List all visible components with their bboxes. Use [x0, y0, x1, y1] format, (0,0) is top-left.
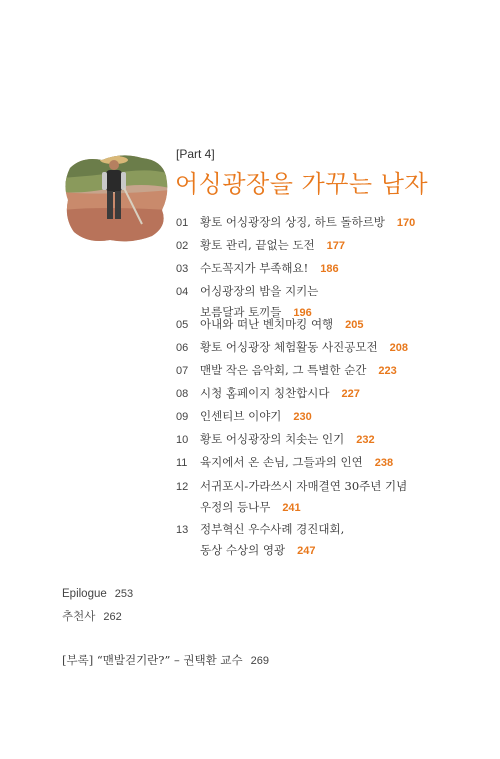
toc-entry-title: 황토 어싱광장의 상징, 하트 돌하르방 — [200, 215, 385, 229]
toc-entry-number: 10 — [176, 434, 189, 446]
toc-entry-page: 232 — [356, 434, 375, 446]
toc-entry — [176, 337, 408, 358]
toc-entry-number: 05 — [176, 319, 189, 331]
toc-entry-title: 우정의 등나무 — [200, 500, 271, 514]
toc-entry — [176, 452, 393, 473]
toc-entry-page: 205 — [345, 319, 364, 331]
toc-entry — [176, 406, 312, 427]
toc-entry-title: 동상 수상의 영광 — [200, 543, 286, 557]
appendix-label: [부록] — [62, 653, 94, 667]
toc-entry-title: 황토 어싱광장 체험활동 사진공모전 — [200, 340, 378, 354]
toc-entry-page: 177 — [326, 240, 345, 252]
toc-entry-page: 247 — [297, 545, 316, 557]
toc-entry-page: 196 — [293, 307, 312, 319]
toc-entry-page: 208 — [389, 342, 408, 354]
toc-entry — [176, 476, 407, 518]
toc-entry — [176, 212, 415, 233]
recommendation-page: 262 — [103, 611, 122, 623]
epilogue-label: Epilogue — [62, 588, 107, 600]
toc-entry — [176, 519, 344, 561]
toc-entry — [176, 429, 375, 450]
recommendation-label: 추천사 — [62, 609, 96, 623]
part-label: [Part 4] — [176, 147, 215, 161]
toc-entry — [176, 258, 339, 279]
toc-entry-number: 02 — [176, 240, 189, 252]
toc-entry-number: 03 — [176, 263, 189, 275]
toc-entry — [176, 235, 345, 256]
toc-entry-page: 170 — [396, 217, 416, 229]
toc-entry-title: 인센티브 이야기 — [200, 409, 282, 423]
epilogue-entry — [62, 586, 133, 600]
toc-entry-number: 08 — [176, 388, 189, 400]
toc-entry-number: 07 — [176, 365, 189, 377]
toc-entry — [176, 314, 364, 335]
toc-entry-title: 보름달과 토끼들 — [200, 305, 282, 319]
toc-entry-number: 09 — [176, 411, 189, 423]
toc-entry-title: 황토 관리, 끝없는 도전 — [200, 238, 315, 252]
appendix-entry — [62, 652, 269, 668]
toc-entry-title: 수도꼭지가 부족해요! — [200, 261, 309, 275]
toc-entry-page: 238 — [374, 457, 394, 469]
toc-entry-number: 11 — [176, 457, 188, 469]
toc-entry-title: 아내와 떠난 벤치마킹 여행 — [200, 317, 334, 331]
toc-entry-page: 230 — [293, 411, 312, 423]
recommendation-entry — [62, 608, 122, 624]
toc-entry-number: 12 — [176, 481, 189, 493]
toc-entry-title: 황토 어싱광장의 치솟는 인기 — [200, 432, 345, 446]
toc-entry-number: 13 — [176, 524, 189, 536]
toc-entry-number: 04 — [176, 286, 189, 298]
section-title: 어싱광장을 가꾸는 남자 — [175, 170, 429, 198]
appendix-title: “맨발걷기란?” – 권택환 교수 — [96, 653, 243, 667]
appendix-page: 269 — [250, 655, 269, 667]
toc-entry-number: 06 — [176, 342, 189, 354]
toc-entry-page: 223 — [378, 365, 397, 377]
toc-entry-page: 227 — [341, 388, 360, 400]
toc-entry — [176, 383, 360, 404]
toc-entry-title: 육지에서 온 손님, 그들과의 인연 — [200, 455, 363, 469]
toc-entry — [176, 360, 397, 381]
part-photo — [62, 148, 170, 246]
toc-entry-title: 서귀포시-가라쓰시 자매결연 30주년 기념 — [200, 479, 408, 493]
toc-entry-title: 어싱광장의 밤을 지키는 — [200, 284, 319, 298]
epilogue-page: 253 — [114, 588, 134, 600]
toc-entry-number: 01 — [176, 217, 189, 229]
toc-entry-title: 정부혁신 우수사례 경진대회, — [200, 522, 345, 536]
toc-entry-title: 맨발 작은 음악회, 그 특별한 순간 — [200, 363, 367, 377]
toc-entry-page: 186 — [320, 263, 339, 275]
toc-entry-title: 시청 홈페이지 칭찬합시다 — [200, 386, 330, 400]
toc-entry-page: 241 — [282, 502, 301, 514]
